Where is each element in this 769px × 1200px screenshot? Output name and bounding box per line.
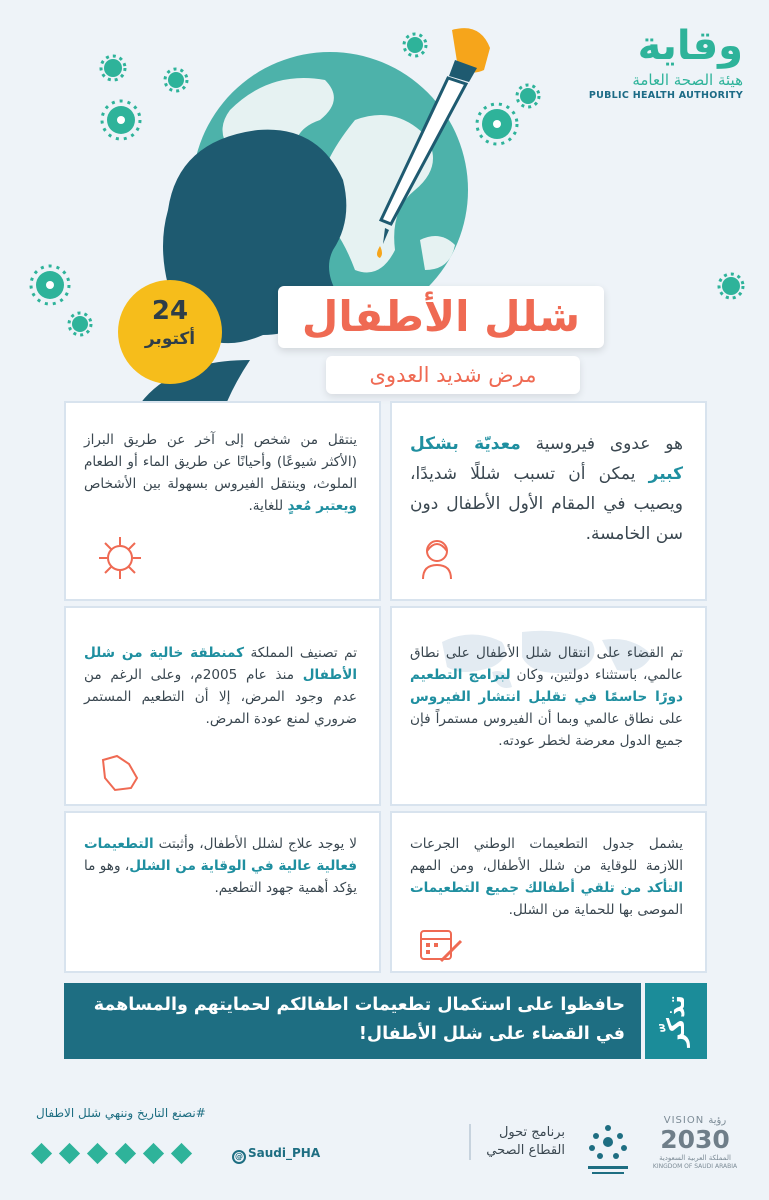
card-text xyxy=(84,429,357,517)
social-handle-text: Saudi_PHA xyxy=(248,1146,321,1160)
remember-tag xyxy=(645,983,707,1059)
title-box xyxy=(278,286,604,348)
social-handle[interactable] xyxy=(232,1146,320,1164)
remember-tag-label: تذكّر xyxy=(662,995,691,1047)
diamond-icon xyxy=(59,1143,80,1164)
date-day: 24 xyxy=(151,296,189,326)
brand-name-en: PUBLIC HEALTH AUTHORITY xyxy=(588,90,743,101)
diamond-icon xyxy=(143,1143,164,1164)
card-text-part: يشمل جدول التطعيمات الوطني الجرعات اللازمة للوقاية من شلل الأطفال، ومن المهم xyxy=(410,836,683,874)
card-text-part: ينتقل من شخص إلى آخر عن طريق البراز (الأكثر شيوعًا) وأحيانًا عن طريق الماء أو الطعام الملوث، وينتقل الفيروس بسهولة بين الأشخاص xyxy=(84,432,357,492)
vision-en: VISION xyxy=(663,1115,705,1126)
card-text-part: يمكن أن تسبب شللًا شديدًا، ويصيب في المقام الأول الأطفال دون سن الخامسة. xyxy=(410,464,683,544)
card-highlight: كمنطقة خالية من شلل الأطفال xyxy=(84,645,357,683)
diamond-icon xyxy=(171,1143,192,1164)
card-highlight: التطعيمات فعالية عالية في الوقاية من الشلل xyxy=(84,836,357,874)
at-icon: @ xyxy=(232,1150,246,1164)
remember-message: حافظوا على استكمال تطعيمات اطفالكم لحمايتهم والمساهمة في القضاء على شلل الأطفال! xyxy=(93,995,625,1044)
kingdom-name-ar: المملكة العربية السعودية xyxy=(659,1154,731,1162)
diamond-icon xyxy=(115,1143,136,1164)
card-text-part: ، وهو ما يؤكد أهمية جهود التطعيم. xyxy=(84,858,357,896)
info-card-eradication xyxy=(390,606,707,806)
page-subtitle: مرض شديد العدوى xyxy=(369,363,537,387)
virus-icon xyxy=(97,535,143,581)
child-icon xyxy=(419,537,455,581)
card-text-part: هو عدوى فيروسية xyxy=(520,434,684,454)
diamond-icon xyxy=(31,1143,52,1164)
program-line-1: برنامج تحول xyxy=(498,1125,565,1140)
card-highlight: معديّة بشكل كبير xyxy=(410,434,683,484)
vision-ar: رؤية xyxy=(708,1115,727,1126)
health-transformation-program xyxy=(469,1124,565,1160)
date-badge xyxy=(118,280,222,384)
vision-year: 2030 xyxy=(660,1125,730,1154)
date-month: أكتوبر xyxy=(144,329,196,349)
card-text xyxy=(84,833,357,899)
remember-banner xyxy=(64,983,707,1059)
kingdom-name-en: KINGDOM OF SAUDI ARABIA xyxy=(652,1163,738,1170)
card-text xyxy=(410,642,683,752)
decorative-diamonds xyxy=(34,1146,202,1165)
card-highlight: التأكد من تلقي أطفالك جميع التطعيمات xyxy=(410,880,683,896)
card-text xyxy=(84,642,357,730)
page-title: شلل الأطفال xyxy=(301,292,581,341)
card-text xyxy=(410,833,683,921)
info-card-vaccine-effectiveness xyxy=(64,811,381,973)
brand-logo-text: وقاية xyxy=(637,23,743,69)
remember-message-box xyxy=(64,983,641,1059)
info-card-transmission xyxy=(64,401,381,601)
info-card-definition xyxy=(390,401,707,601)
info-card-schedule xyxy=(390,811,707,973)
card-text-part: على نطاق عالمي وبما أن الفيروس مستمراً فإن جميع الدول معرضة لخطر عودته. xyxy=(410,711,683,749)
card-text-part: للغاية. xyxy=(248,498,288,514)
card-highlight: لبرامج التطعيم دورًا حاسمًا في تقليل انتشار الفيروس xyxy=(410,667,683,705)
card-text-part: منذ عام 2005م، وعلى الرغم من عدم وجود المرض، إلا أن التطعيم المستمر ضروري لمنع عودة المرض. xyxy=(84,667,357,727)
brand-logo xyxy=(583,22,743,101)
info-card-saudi-status xyxy=(64,606,381,806)
brand-name-ar: هيئة الصحة العامة xyxy=(632,71,743,89)
subtitle-box xyxy=(326,356,580,394)
card-text-part: لا يوجد علاج لشلل الأطفال، وأثبتت xyxy=(153,836,357,852)
hashtag[interactable]: #نصنع التاريخ وننهي شلل الاطفال xyxy=(36,1106,206,1120)
card-text xyxy=(410,429,683,549)
vision-2030-logo xyxy=(650,1115,740,1171)
saudi-map-icon xyxy=(97,752,141,792)
program-line-2: القطاع الصحي xyxy=(486,1143,565,1158)
diamond-icon xyxy=(87,1143,108,1164)
card-text-part: تم القضاء على انتقال شلل الأطفال على نطاق عالمي، باستثناء دولتين، وكان xyxy=(410,645,683,683)
card-text-part: الموصى بها للحماية من الشلل. xyxy=(508,902,683,918)
card-highlight: ويعتبر مُعدٍ xyxy=(287,498,357,514)
calendar-syringe-icon xyxy=(419,925,465,965)
card-text-part: تم تصنيف المملكة xyxy=(243,645,357,661)
saudi-emblem-icon xyxy=(578,1120,638,1178)
